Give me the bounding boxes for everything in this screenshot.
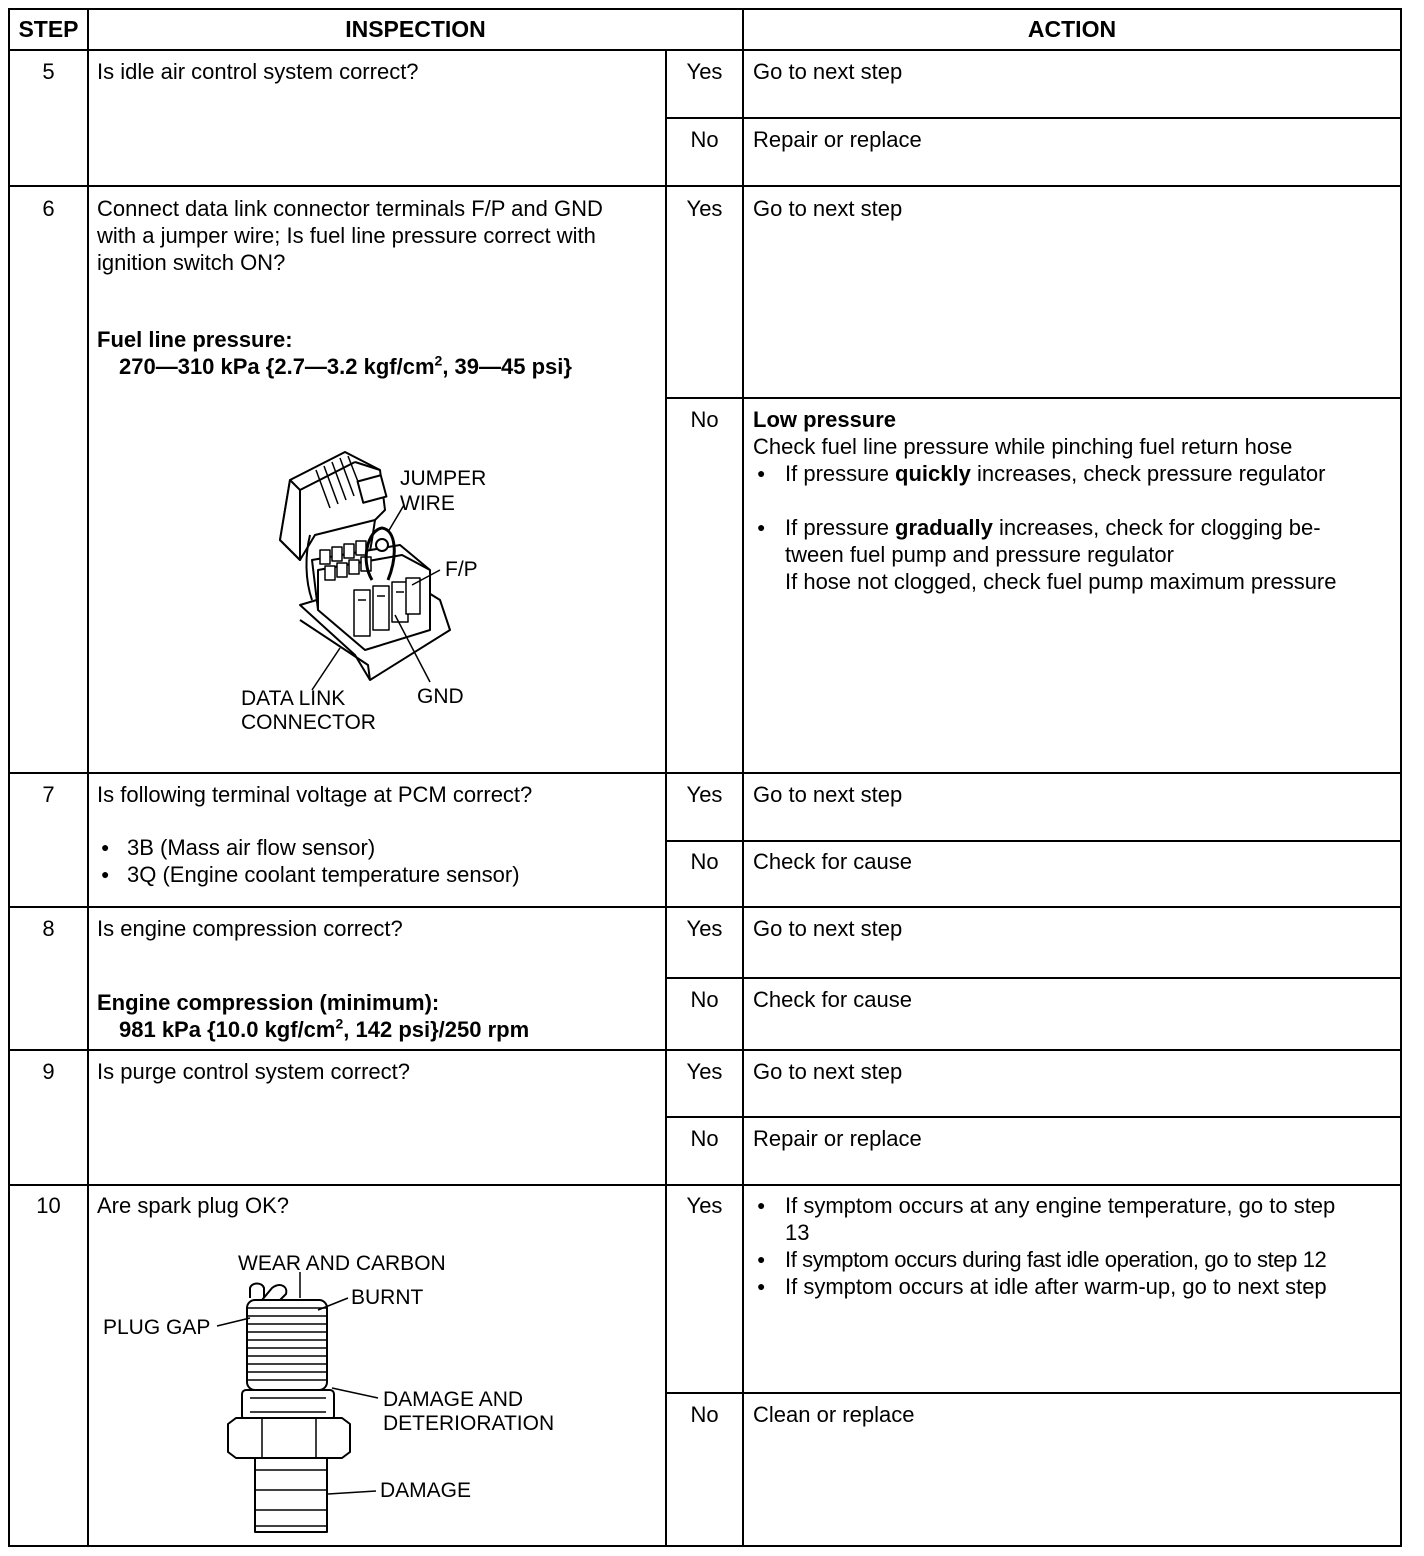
no-label: No	[690, 407, 719, 432]
no-action: Check for cause	[753, 849, 912, 874]
inspection-line: with a jumper wire; Is fuel line pressure correct with	[97, 223, 596, 248]
no-title: Low pressure	[753, 407, 897, 432]
bullet-icon: ●	[101, 839, 110, 855]
header-step: STEP	[18, 16, 79, 42]
data-link-connector-label: DATA LINK	[241, 687, 346, 710]
damage-and-deterioration-label: DAMAGE AND	[383, 1388, 524, 1411]
no-action: Repair or replace	[753, 1126, 922, 1151]
inspection-bullet: 3B (Mass air flow sensor)	[127, 835, 376, 860]
yes-label: Yes	[686, 782, 723, 807]
yes-label: Yes	[686, 59, 723, 84]
header-action: ACTION	[1027, 16, 1117, 42]
spec-value: 981 kPa {10.0 kgf/$cm^2$, 142 psi}/250 rpm	[119, 1015, 530, 1042]
burnt-label: BURNT	[351, 1286, 424, 1309]
spec-value: 270—310 kPa {2.7—3.2 kgf/$cm^2$, 39—45 psi}	[119, 352, 572, 379]
inspection-text: Is purge control system correct?	[97, 1059, 411, 1084]
no-action: Clean or replace	[753, 1402, 915, 1427]
no-action: Repair or replace	[753, 127, 922, 152]
yes-label: Yes	[686, 1193, 723, 1218]
spark-plug-figure	[217, 1272, 378, 1532]
no-action-bullet: If pressure gradually increases, check for clogging be-	[785, 515, 1321, 540]
inspection-text: Is engine compression correct?	[97, 916, 403, 941]
plug-gap-label: PLUG GAP	[103, 1316, 211, 1339]
no-action-line: tween fuel pump and pressure regulator	[785, 542, 1174, 567]
bullet-icon: ●	[101, 866, 110, 882]
data-link-connector-label: CONNECTOR	[241, 711, 376, 734]
step-number: 5	[42, 59, 55, 84]
yes-action-bullet: If symptom occurs during fast idle operation, go to step 12	[785, 1247, 1327, 1272]
yes-label: Yes	[686, 916, 723, 941]
damage-label: DAMAGE	[380, 1479, 472, 1502]
spec-title: Fuel line pressure:	[97, 327, 293, 352]
yes-action: Go to next step	[753, 916, 903, 941]
bullet-icon: ●	[757, 1278, 766, 1294]
gnd-terminal-label: GND	[417, 685, 464, 708]
no-action-line: If hose not clogged, check fuel pump maximum pressure	[785, 569, 1337, 594]
inspection-text: Is following terminal voltage at PCM correct?	[97, 782, 533, 807]
spec-title: Engine compression (minimum):	[97, 990, 440, 1015]
wear-and-carbon-label: WEAR AND CARBON	[238, 1252, 446, 1275]
bullet-icon: ●	[757, 465, 766, 481]
yes-action: Go to next step	[753, 782, 903, 807]
yes-action-bullet: If symptom occurs at any engine temperature, go to step	[785, 1193, 1336, 1218]
yes-label: Yes	[686, 196, 723, 221]
bullet-icon: ●	[757, 519, 766, 535]
yes-action-line: 13	[785, 1220, 810, 1245]
jumper-wire-label: JUMPER	[400, 467, 487, 490]
no-action-bullet: If pressure quickly increases, check pressure regulator	[785, 461, 1326, 486]
no-action-line: Check fuel line pressure while pinching fuel return hose	[753, 434, 1293, 459]
no-label: No	[690, 1402, 719, 1427]
no-label: No	[690, 1126, 719, 1151]
step-number: 9	[42, 1059, 55, 1084]
yes-label: Yes	[686, 1059, 723, 1084]
step-number: 7	[42, 782, 55, 807]
yes-action: Go to next step	[753, 59, 903, 84]
step-number: 8	[42, 916, 55, 941]
yes-action-bullet: If symptom occurs at idle after warm-up, go to next step	[785, 1274, 1327, 1299]
damage-and-deterioration-label: DETERIORATION	[383, 1412, 555, 1435]
yes-action: Go to next step	[753, 196, 903, 221]
inspection-bullet: 3Q (Engine coolant temperature sensor)	[127, 862, 520, 887]
bullet-icon: ●	[757, 1197, 766, 1213]
no-label: No	[690, 849, 719, 874]
fp-terminal-label: F/P	[445, 558, 478, 581]
bullet-icon: ●	[757, 1251, 766, 1267]
no-label: No	[690, 987, 719, 1012]
inspection-line: Connect data link connector terminals F/P and GND	[97, 196, 603, 221]
no-action: Check for cause	[753, 987, 912, 1012]
step-number: 10	[36, 1193, 61, 1218]
inspection-text: Are spark plug OK?	[97, 1193, 289, 1218]
jumper-wire-label: WIRE	[400, 492, 455, 515]
step-number: 6	[42, 196, 55, 221]
inspection-text: Is idle air control system correct?	[97, 59, 419, 84]
header-inspection: INSPECTION	[345, 16, 486, 42]
no-label: No	[690, 127, 719, 152]
inspection-line: ignition switch ON?	[97, 250, 286, 275]
yes-action: Go to next step	[753, 1059, 903, 1084]
